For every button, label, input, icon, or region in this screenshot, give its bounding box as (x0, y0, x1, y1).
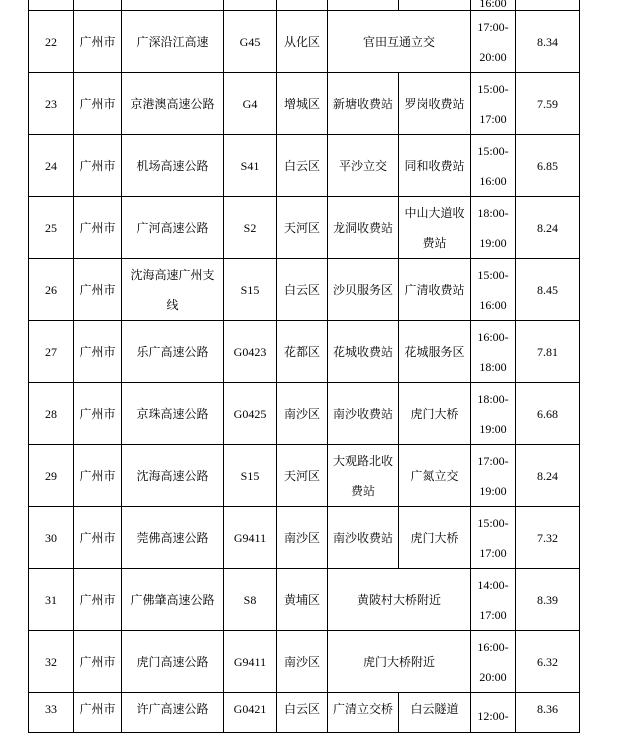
time-end: 16:00 (479, 173, 507, 188)
cell-road: 机场高速公路 (122, 135, 224, 197)
cell-city: 广州市 (74, 197, 122, 259)
cell-road: 京港澳高速公路 (122, 73, 224, 135)
table-row (29, 383, 580, 445)
cell-from: 新塘收费站 (328, 73, 399, 135)
cell-city: 广州市 (74, 321, 122, 383)
cell-road: 许广高速公路 (122, 693, 224, 733)
cell-district: 白云区 (277, 135, 328, 197)
cell-no: 28 (29, 383, 74, 445)
cell-no: 23 (29, 73, 74, 135)
text-line: 线 (166, 297, 179, 312)
cell-road: 广深沿江高速 (122, 11, 224, 73)
cell-no: 22 (29, 11, 74, 73)
table-row (29, 445, 580, 507)
cell-district: 白云区 (277, 259, 328, 321)
cell-code: S15 (224, 259, 277, 321)
time-start: 14:00- (477, 577, 509, 592)
cell-to: 同和收费站 (399, 135, 471, 197)
time-start: 15:00- (477, 81, 509, 96)
cell-road: 乐广高速公路 (122, 321, 224, 383)
cell-code: S15 (224, 445, 277, 507)
cell-value: 8.36 (516, 693, 580, 733)
cell-time (471, 383, 516, 445)
time-start: 12:00- (477, 709, 509, 723)
cell-code: S2 (224, 197, 277, 259)
cell-city: 广州市 (74, 11, 122, 73)
cell-road: 广河高速公路 (122, 197, 224, 259)
cell-time (471, 507, 516, 569)
cell-city: 广州市 (74, 73, 122, 135)
time-end: 19:00 (479, 421, 507, 436)
cell-value: 6.85 (516, 135, 580, 197)
road-data-table (28, 0, 580, 733)
cell-from (328, 0, 399, 11)
table-row (29, 693, 580, 733)
cell-city: 广州市 (74, 445, 122, 507)
cell-road: 莞佛高速公路 (122, 507, 224, 569)
cell-no: 32 (29, 631, 74, 693)
table-row (29, 631, 580, 693)
time-end: 16:00 (479, 297, 507, 312)
cell-district: 南沙区 (277, 631, 328, 693)
cell-code: G45 (224, 11, 277, 73)
cell-to: 广清收费站 (399, 259, 471, 321)
time-end: 19:00 (479, 235, 507, 250)
cell-value (516, 0, 580, 11)
text-line: 沈海高速广州支 (130, 267, 215, 282)
cell-value: 8.39 (516, 569, 580, 631)
table-row (29, 11, 580, 73)
cell-road (122, 0, 224, 11)
cell-from: 南沙收费站 (328, 507, 399, 569)
time-end: 17:00 (479, 111, 507, 126)
cell-code: G0421 (224, 693, 277, 733)
cell-from: 花城收费站 (328, 321, 399, 383)
cell-from: 龙洞收费站 (328, 197, 399, 259)
cell-value: 8.45 (516, 259, 580, 321)
table-row (29, 321, 580, 383)
table-row (29, 197, 580, 259)
cell-no: 31 (29, 569, 74, 631)
cell-time (471, 445, 516, 507)
cell-city: 广州市 (74, 383, 122, 445)
time-end: 20:00 (479, 669, 507, 684)
cell-no (29, 0, 74, 11)
cell-code: G4 (224, 73, 277, 135)
cell-no: 33 (29, 693, 74, 733)
cell-location: 官田互通立交 (328, 11, 471, 73)
table-row (29, 507, 580, 569)
cell-no: 24 (29, 135, 74, 197)
cell-location: 虎门大桥附近 (328, 631, 471, 693)
time-start: 15:00- (477, 267, 509, 282)
time-end: 19:00 (479, 483, 507, 498)
time-start: 15:00- (477, 515, 509, 530)
cell-to (399, 197, 471, 259)
time-start: 17:00- (477, 453, 509, 468)
cell-city: 广州市 (74, 507, 122, 569)
cell-district: 白云区 (277, 693, 328, 733)
table-row (29, 569, 580, 631)
cell-from: 沙贝服务区 (328, 259, 399, 321)
cell-time (471, 135, 516, 197)
table-row-partial (29, 0, 580, 11)
cell-district: 花都区 (277, 321, 328, 383)
cell-road: 京珠高速公路 (122, 383, 224, 445)
time-start: 18:00- (477, 205, 509, 220)
table-row (29, 73, 580, 135)
time-end: 18:00 (479, 359, 507, 374)
cell-city: 广州市 (74, 569, 122, 631)
cell-time (471, 321, 516, 383)
cell-from: 广清立交桥 (328, 693, 399, 733)
cell-to: 花城服务区 (399, 321, 471, 383)
time-end: 20:00 (479, 49, 507, 64)
cell-code: S8 (224, 569, 277, 631)
cell-value: 7.81 (516, 321, 580, 383)
cell-district: 天河区 (277, 445, 328, 507)
cell-district (277, 0, 328, 11)
cell-value: 8.34 (516, 11, 580, 73)
time-end: 17:00 (479, 545, 507, 560)
cell-time (471, 693, 516, 733)
cell-city: 广州市 (74, 135, 122, 197)
time-start: 15:00- (477, 143, 509, 158)
cell-to: 广氮立交 (399, 445, 471, 507)
cell-code: G9411 (224, 507, 277, 569)
cell-time (471, 11, 516, 73)
time-end: 16:00 (479, 0, 507, 10)
cell-road (122, 259, 224, 321)
cell-value: 8.24 (516, 445, 580, 507)
cell-code: S41 (224, 135, 277, 197)
cell-from (328, 445, 399, 507)
cell-code: G0425 (224, 383, 277, 445)
cell-time (471, 569, 516, 631)
cell-value: 6.68 (516, 383, 580, 445)
cell-value: 8.24 (516, 197, 580, 259)
cell-no: 25 (29, 197, 74, 259)
cell-location: 黄陂村大桥附近 (328, 569, 471, 631)
time-start: 17:00- (477, 19, 509, 34)
cell-to: 罗岗收费站 (399, 73, 471, 135)
cell-district: 南沙区 (277, 383, 328, 445)
cell-no: 30 (29, 507, 74, 569)
cell-city: 广州市 (74, 631, 122, 693)
cell-district: 从化区 (277, 11, 328, 73)
cell-district: 增城区 (277, 73, 328, 135)
table-row (29, 135, 580, 197)
text-line: 大观路北收 (332, 453, 393, 468)
time-end: 17:00 (479, 607, 507, 622)
text-line: 费站 (350, 483, 375, 498)
cell-code: G0423 (224, 321, 277, 383)
cell-time (471, 0, 516, 11)
cell-district: 黄埔区 (277, 569, 328, 631)
cell-time (471, 631, 516, 693)
text-line: 费站 (422, 235, 447, 250)
cell-to: 白云隧道 (399, 693, 471, 733)
cell-no: 29 (29, 445, 74, 507)
cell-value: 6.32 (516, 631, 580, 693)
cell-value: 7.59 (516, 73, 580, 135)
table-row (29, 259, 580, 321)
cell-city (74, 0, 122, 11)
cell-road: 沈海高速公路 (122, 445, 224, 507)
time-start: 18:00- (477, 391, 509, 406)
cell-to: 虎门大桥 (399, 383, 471, 445)
cell-code (224, 0, 277, 11)
cell-from: 南沙收费站 (328, 383, 399, 445)
time-start: 16:00- (477, 329, 509, 344)
cell-city: 广州市 (74, 693, 122, 733)
cell-time (471, 197, 516, 259)
cell-to: 虎门大桥 (399, 507, 471, 569)
cell-time (471, 73, 516, 135)
cell-city: 广州市 (74, 259, 122, 321)
cell-code: G9411 (224, 631, 277, 693)
cell-no: 27 (29, 321, 74, 383)
cell-to (399, 0, 471, 11)
text-line: 中山大道收 (404, 205, 465, 220)
cell-road: 虎门高速公路 (122, 631, 224, 693)
cell-no: 26 (29, 259, 74, 321)
time-start: 16:00- (477, 639, 509, 654)
cell-road: 广佛肇高速公路 (122, 569, 224, 631)
table-body (29, 0, 580, 733)
cell-district: 天河区 (277, 197, 328, 259)
cell-time (471, 259, 516, 321)
cell-value: 7.32 (516, 507, 580, 569)
cell-district: 南沙区 (277, 507, 328, 569)
cell-from: 平沙立交 (328, 135, 399, 197)
